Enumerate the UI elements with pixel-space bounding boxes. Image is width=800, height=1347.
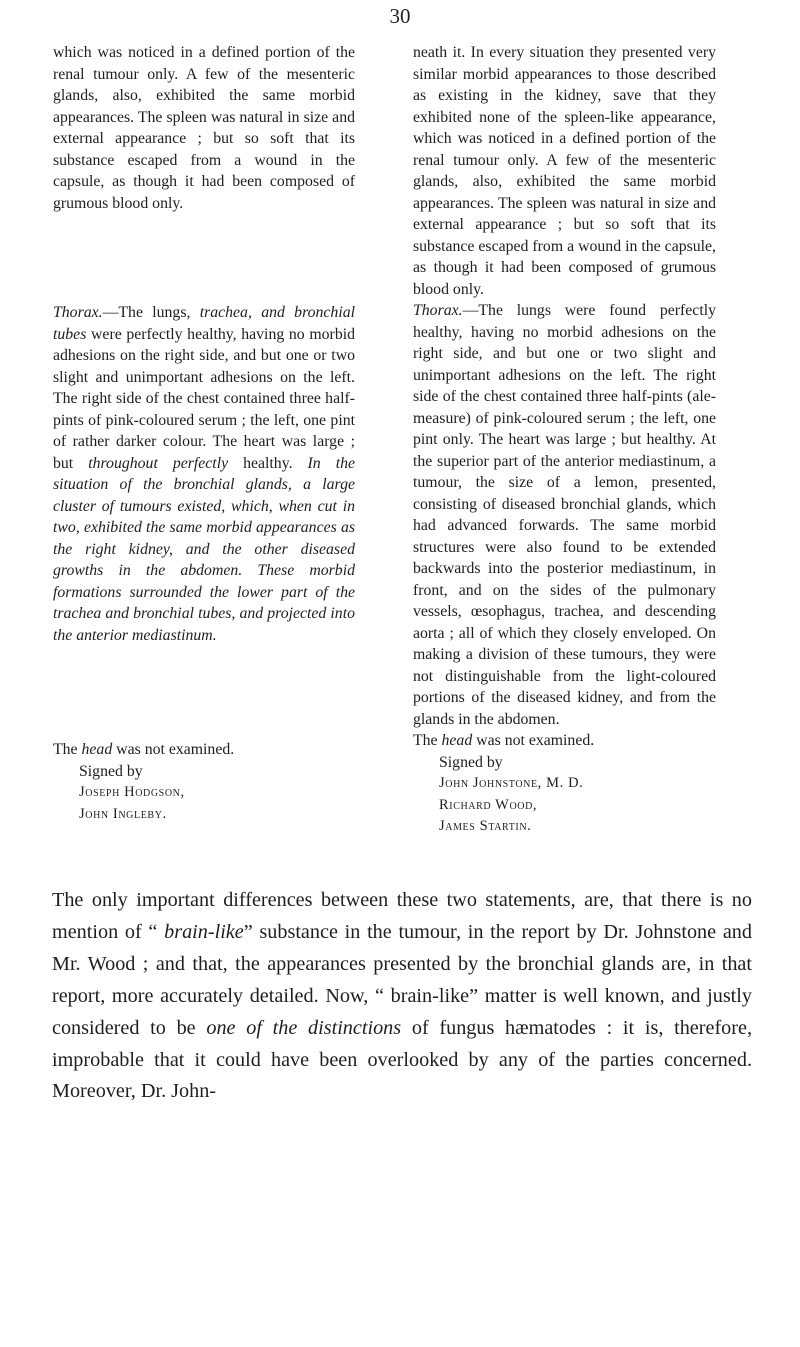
left-thorax-italic-2: throughout perfectly <box>88 454 229 472</box>
bottom-text-part-2: ” substance in the tumour, in the report by Dr. Johnstone and Mr. Wood ; and that, the appearances presented by the bronchial glands are, in that report, more accurately detailed. Now, “ brain-like” matter is well known, and justly considered to be <box>52 920 752 1039</box>
bottom-text-italic-2: one of the distinctions <box>206 1016 402 1039</box>
bottom-text <box>52 885 752 1108</box>
bottom-paragraph <box>52 885 752 1108</box>
right-signatory-3: James Startin. <box>439 818 532 834</box>
right-thorax-paragraph <box>413 300 716 730</box>
left-paragraph-1: which was noticed in a defined portion of the renal tumour only. A few of the mesenteric glands, also, exhibited the same morbid appearances. The spleen was natural in size and external appearance ; but so soft that its substance escaped from a wound in the capsule, as though it had been composed of grumous blood only. <box>53 44 355 212</box>
left-column <box>53 42 355 825</box>
right-thorax-heading: Thorax. <box>413 302 463 319</box>
right-head-pre: The <box>413 732 442 749</box>
left-thorax-dash: —The lungs, <box>102 304 200 321</box>
left-signatory-1: Joseph Hodgson, <box>79 784 185 800</box>
right-paragraph-1: neath it. In every situation they presented very similar morbid appearances to those described as existing in the kidney, save that they exhibited none of the spleen-like appearance, which was noticed in a defined portion of the renal tumour only. A few of the mesenteric glands, also, exhibited the same morbid appearances. The spleen was natural in size and external appearance ; but so soft that its substance escaped from a wound in the capsule, as though it had been composed of grumous blood only. <box>413 44 716 298</box>
right-head-word: head <box>441 732 473 749</box>
bottom-text-part-3: of fungus hæmatodes : it is, therefore, improbable that it could have been overlooked by any of the parties concerned. Moreover, Dr. John- <box>52 1016 752 1103</box>
left-thorax-italic: trachea, and bronchial tubes <box>53 304 356 343</box>
left-gap <box>53 214 355 302</box>
right-signed-by: Signed by <box>439 753 503 771</box>
left-thorax-italic-3: In the situation of the bronchial glands, a large cluster of tumours existed, which, when cut in two, exhibited the same morbid appearances as the right kidney, and the other diseased growths in the abdomen. These morbid formations surrounded the lower part of the trachea and bronchial tubes, and projected into the anterior mediastinum. <box>53 454 355 644</box>
left-signed-by: Signed by <box>79 762 143 780</box>
left-thorax-paragraph <box>53 302 355 646</box>
bottom-text-part-1: The only important differences between these two statements, are, that there is no mention of “ <box>52 889 752 943</box>
left-head-post: was not examined. <box>112 741 235 758</box>
right-head-line <box>413 730 716 752</box>
right-signatory-1: John Johnstone, M. D. <box>439 775 584 791</box>
left-signature-block <box>53 761 355 826</box>
left-thorax-body: were perfectly healthy, having no morbid adhesions on the right side, and but one or two slight and unimportant adhesions on the left. The right side of the chest contained three half-pints of pink-coloured serum ; the left, one pint of rather darker colour. The heart was large ; but <box>53 325 355 472</box>
right-signatory-2: Richard Wood, <box>439 796 538 813</box>
left-gap-2 <box>53 646 355 739</box>
left-thorax-body-2: healthy. <box>228 454 308 472</box>
left-head-pre: The <box>53 741 82 758</box>
bottom-text-italic-1: brain-like <box>164 920 244 943</box>
right-head-post: was not examined. <box>472 732 595 749</box>
left-head-word: head <box>81 741 113 758</box>
left-signatory-2: John Ingleby. <box>79 805 167 822</box>
right-signature-block <box>413 752 716 838</box>
left-head-line <box>53 739 355 761</box>
right-thorax-body: —The lungs were found perfectly healthy, having no morbid adhesions on the right side, and but one or two slight and unimportant adhesions on the left. The right side of the chest contained three half-pints (ale-measure) of pink-coloured serum ; the left, one pint only. The heart was large ; but healthy. At the superior part of the anterior mediastinum, a tumour, the size of a lemon, presented, consisting of diseased bronchial glands, which had advanced forwards. The same morbid structures were also found to be extended backwards into the posterior mediastinum, in front, and on the sides of the pulmonary vessels, œsophagus, trachea, and descending aorta ; all of which they closely enveloped. On making a division of these tumours, they were not distinguishable from the light-coloured portions of the diseased kidney, and from the glands in the abdomen. <box>413 302 716 728</box>
page-number: 30 <box>389 4 411 28</box>
left-thorax-heading: Thorax. <box>53 304 103 321</box>
right-column <box>413 42 716 838</box>
